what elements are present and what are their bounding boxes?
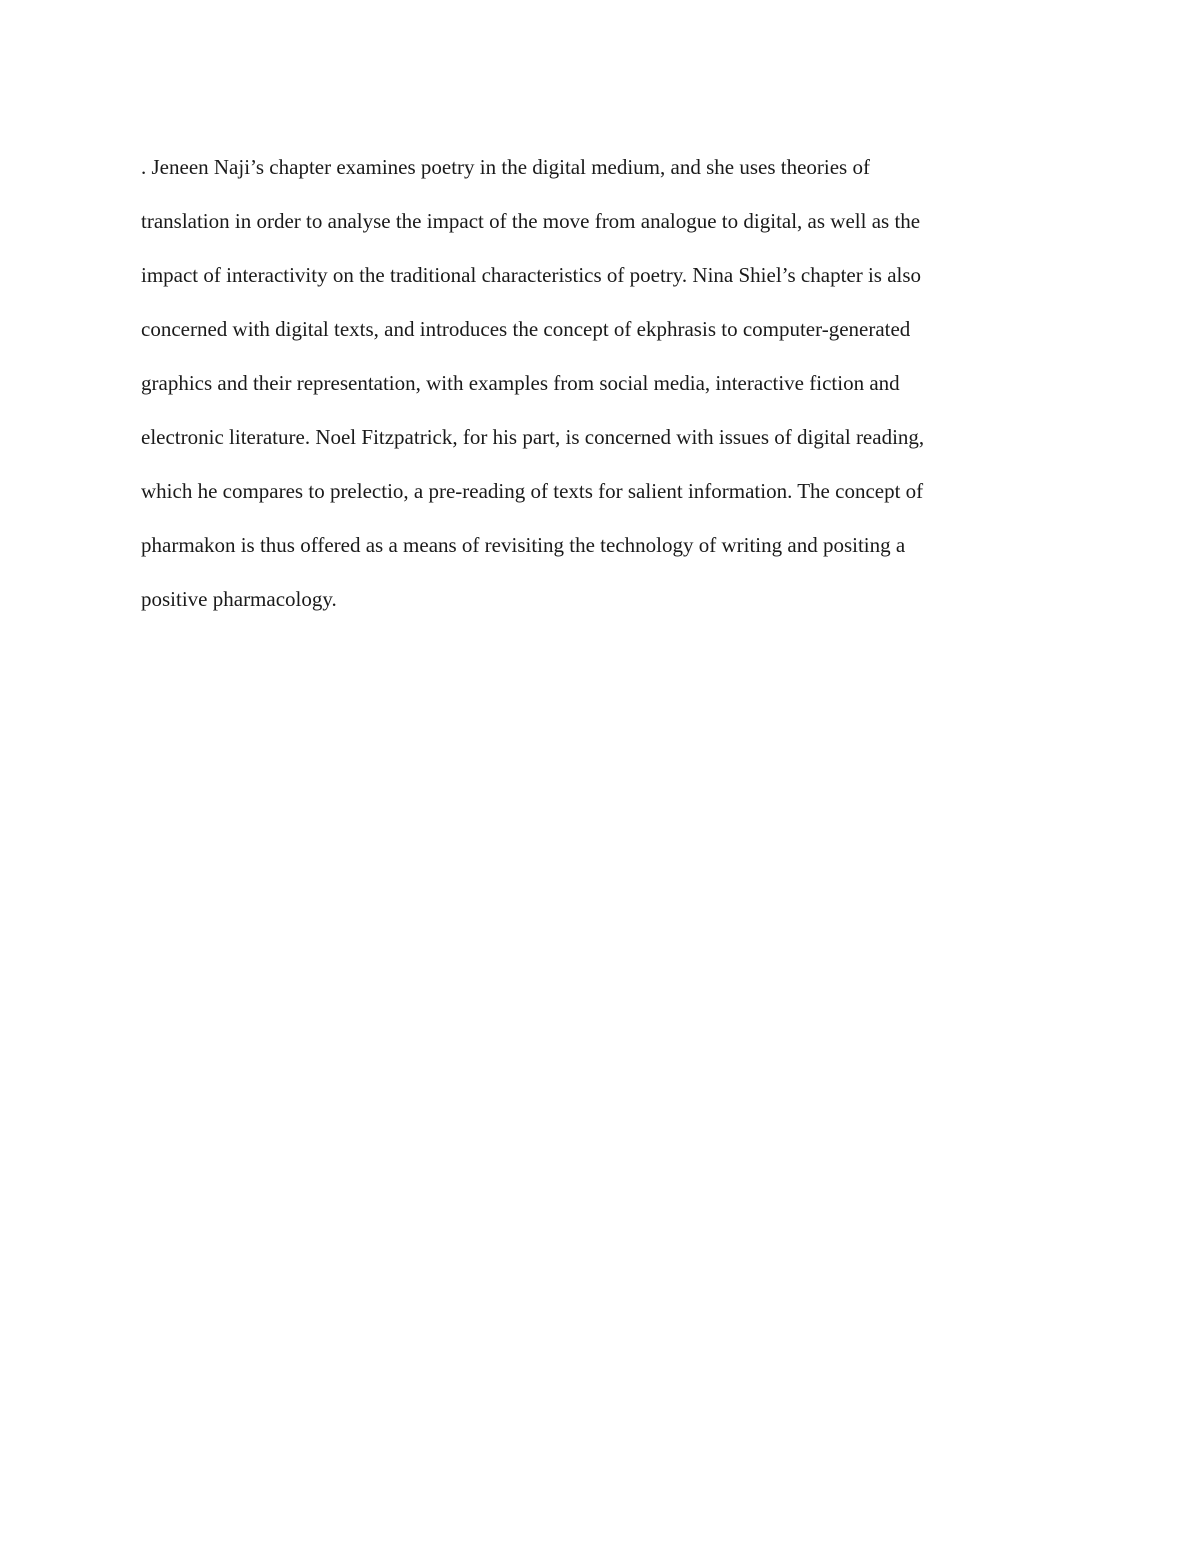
paragraph-line: graphics and their representation, with examples from social media, interactive fiction and (141, 371, 900, 395)
paragraph-line: impact of interactivity on the traditional characteristics of poetry. Nina Shiel’s chapter is also (141, 263, 922, 287)
paragraph-line: . Jeneen Naji’s chapter examines poetry in the digital medium, and she uses theories of (141, 155, 870, 179)
paragraph-line: electronic literature. Noel Fitzpatrick, for his part, is concerned with issues of digital reading, (141, 425, 925, 449)
paragraph-line: concerned with digital texts, and introduces the concept of ekphrasis to computer-generated (141, 317, 911, 341)
body-paragraph (141, 150, 1061, 636)
paragraph-line: positive pharmacology. (141, 587, 337, 611)
paragraph-line: translation in order to analyse the impact of the move from analogue to digital, as well as the (141, 209, 921, 233)
paragraph-line: pharmakon is thus offered as a means of revisiting the technology of writing and positing a (141, 533, 906, 557)
paragraph-line: which he compares to prelectio, a pre-reading of texts for salient information. The concept of (141, 479, 924, 503)
